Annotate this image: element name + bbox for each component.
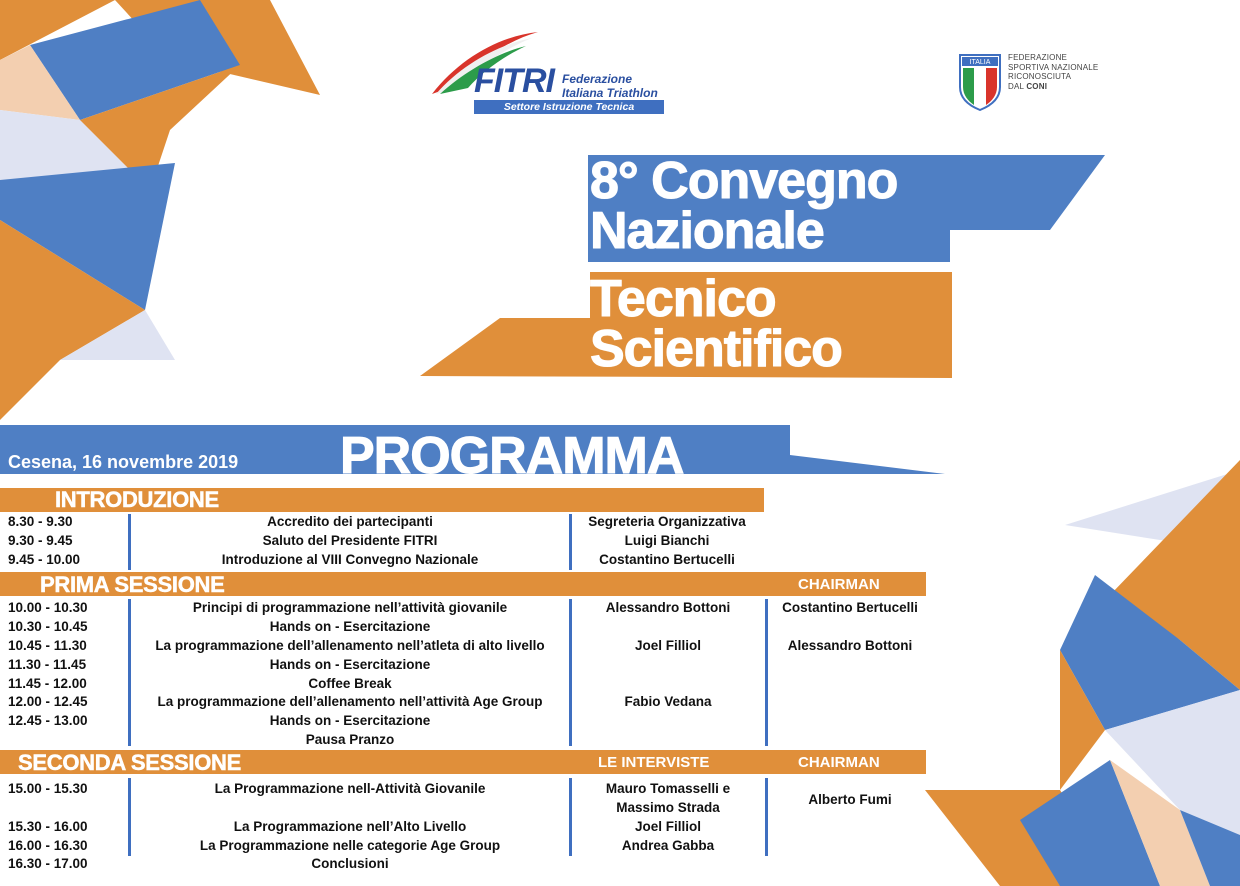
prima-time-4: 11.30 - 11.45 <box>8 657 87 672</box>
divider <box>765 778 768 856</box>
fitri-federazione: Federazione <box>562 72 633 86</box>
intro-speaker-3: Costantino Bertucelli <box>599 552 735 567</box>
intro-time-3: 9.45 - 10.00 <box>8 552 81 567</box>
title-line-2: Nazionale <box>590 202 824 260</box>
seconda-speaker-3: Andrea Gabba <box>621 838 715 853</box>
prima-time-6: 12.00 - 12.45 <box>8 694 88 709</box>
seconda-chairman-label: CHAIRMAN <box>798 754 880 771</box>
seconda-activity-2: La Programmazione nell’Alto Livello <box>233 819 467 834</box>
prima-activity-6: La programmazione dell’allenamento nell’attività Age Group <box>157 694 543 709</box>
seconda-activity-1: La Programmazione nell-Attività Giovanile <box>214 781 486 796</box>
interviste-label: LE INTERVISTE <box>598 754 710 771</box>
prima-activity-1: Principi di programmazione nell’attività giovanile <box>192 600 508 615</box>
intro-activity-2: Saluto del Presidente FITRI <box>262 533 438 548</box>
prima-speaker-3: Joel Filliol <box>634 638 701 653</box>
seconda-speaker-2: Joel Filliol <box>634 819 701 834</box>
prima-speaker-1: Alessandro Bottoni <box>605 600 731 615</box>
prima-activity-3: La programmazione dell’allenamento nell’atleta di alto livello <box>155 638 545 653</box>
prima-activity-4: Hands on - Esercitazione <box>269 657 431 672</box>
prima-sessione-title: PRIMA SESSIONE <box>40 572 225 597</box>
prima-activity-5: Coffee Break <box>308 676 392 691</box>
prima-chairman-3: Alessandro Bottoni <box>787 638 913 653</box>
intro-speaker-2: Luigi Bianchi <box>624 533 710 548</box>
intro-speaker-1: Segreteria Organizzativa <box>588 514 746 529</box>
seconda-chairman: Alberto Fumi <box>808 792 892 807</box>
programma-heading: PROGRAMMA <box>340 427 684 485</box>
seconda-speaker-1: Mauro Tomasselli e <box>605 781 731 796</box>
divider <box>765 599 768 746</box>
seconda-activity-3: La Programmazione nelle categorie Age Group <box>199 838 501 853</box>
prima-chairman-1: Costantino Bertucelli <box>782 600 918 615</box>
seconda-time-2: 15.30 - 16.00 <box>8 819 88 834</box>
intro-time-2: 9.30 - 9.45 <box>8 533 73 548</box>
event-date: Cesena, 16 novembre 2019 <box>8 452 239 472</box>
prima-chairman-label: CHAIRMAN <box>798 576 880 593</box>
prima-time-3: 10.45 - 11.30 <box>8 638 87 653</box>
svg-text:ITALIA: ITALIA <box>969 59 991 66</box>
seconda-speaker-1b: Massimo Strada <box>616 800 720 815</box>
prima-time-2: 10.30 - 10.45 <box>8 619 88 634</box>
seconda-time-1: 15.00 - 15.30 <box>8 781 88 796</box>
prima-activity-7: Hands on - Esercitazione <box>269 713 431 728</box>
intro-activity-3: Introduzione al VIII Convegno Nazionale <box>221 552 479 567</box>
prima-activity-2: Hands on - Esercitazione <box>269 619 431 634</box>
coni-shield-icon <box>958 53 1002 111</box>
prima-speaker-6: Fabio Vedana <box>624 694 712 709</box>
fitri-logo <box>430 28 670 118</box>
title-line-3: Tecnico <box>590 270 776 328</box>
prima-time-1: 10.00 - 10.30 <box>8 600 88 615</box>
prima-time-7: 12.45 - 13.00 <box>8 713 88 728</box>
intro-activity-1: Accredito dei partecipanti <box>267 514 433 529</box>
title-line-4: Scientifico <box>590 320 842 378</box>
title-line-1: 8° Convegno <box>590 152 898 210</box>
fitri-triathlon: Italiana Triathlon <box>562 86 658 100</box>
intro-time-1: 8.30 - 9.30 <box>8 514 73 529</box>
seconda-activity-4: Conclusioni <box>311 856 389 871</box>
prima-time-5: 11.45 - 12.00 <box>8 676 87 691</box>
fitri-wordmark: FITRI <box>474 62 554 100</box>
introduzione-title: INTRODUZIONE <box>55 487 219 512</box>
coni-text: FEDERAZIONE SPORTIVA NAZIONALE RICONOSCIUTA DAL CONI <box>1008 53 1099 91</box>
seconda-sessione-title: SECONDA SESSIONE <box>18 750 241 775</box>
seconda-time-4: 16.30 - 17.00 <box>8 856 88 871</box>
seconda-time-3: 16.00 - 16.30 <box>8 838 88 853</box>
fitri-settore-bar: Settore Istruzione Tecnica <box>474 100 664 114</box>
prima-activity-8: Pausa Pranzo <box>305 732 395 747</box>
